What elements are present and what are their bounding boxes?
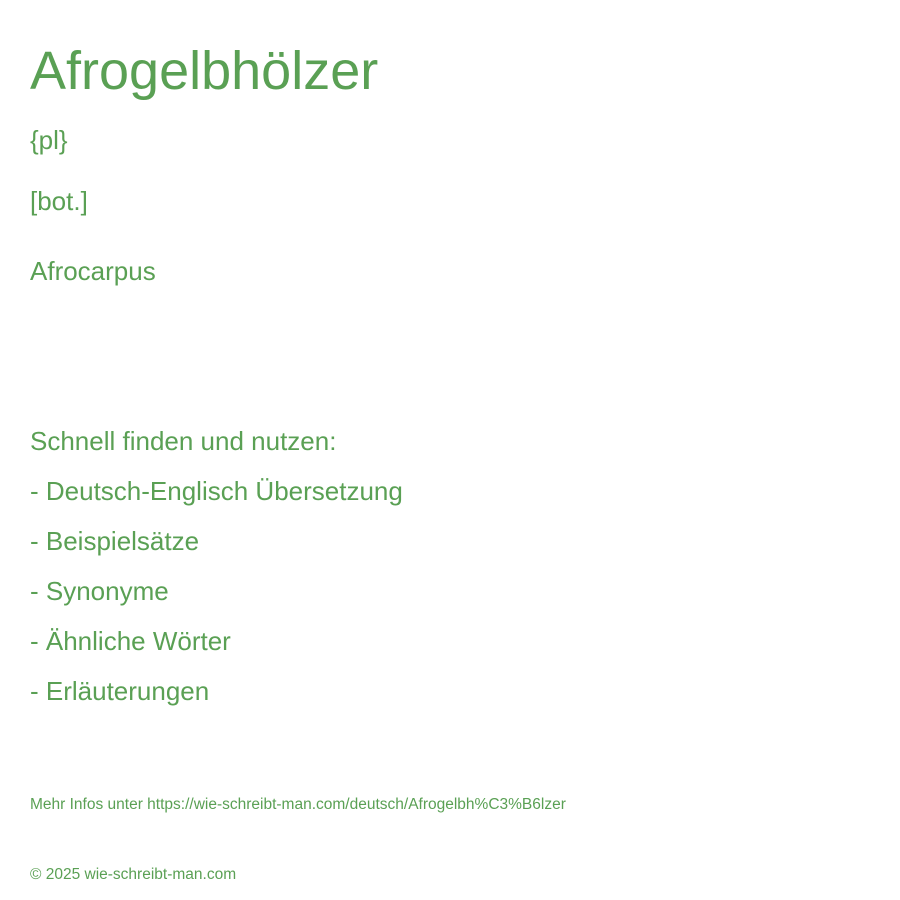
feature-item-synonyms: - Synonyme [30, 576, 169, 606]
feature-item-examples: - Beispielsätze [30, 526, 200, 556]
more-info-line [30, 795, 566, 815]
translation: Afrocarpus [30, 256, 156, 286]
page [30, 0, 870, 900]
copyright: © 2025 wie-schreibt-man.com [30, 866, 237, 883]
more-info-prefix: Mehr Infos unter [30, 796, 148, 813]
feature-item-translation: - Deutsch-Englisch Übersetzung [30, 476, 403, 506]
domain-label: [bot.] [30, 186, 88, 216]
page-title: Afrogelbhölzer [30, 41, 379, 101]
more-info-url: https://wie-schreibt-man.com/deutsch/Afrogelbh%C3%B6lzer [147, 796, 566, 813]
features-list [30, 475, 403, 725]
feature-item-similar-words: - Ähnliche Wörter [30, 626, 231, 656]
features-heading: Schnell finden und nutzen: [30, 426, 337, 456]
plural-marker: {pl} [30, 125, 68, 155]
feature-item-explanations: - Erläuterungen [30, 676, 210, 706]
